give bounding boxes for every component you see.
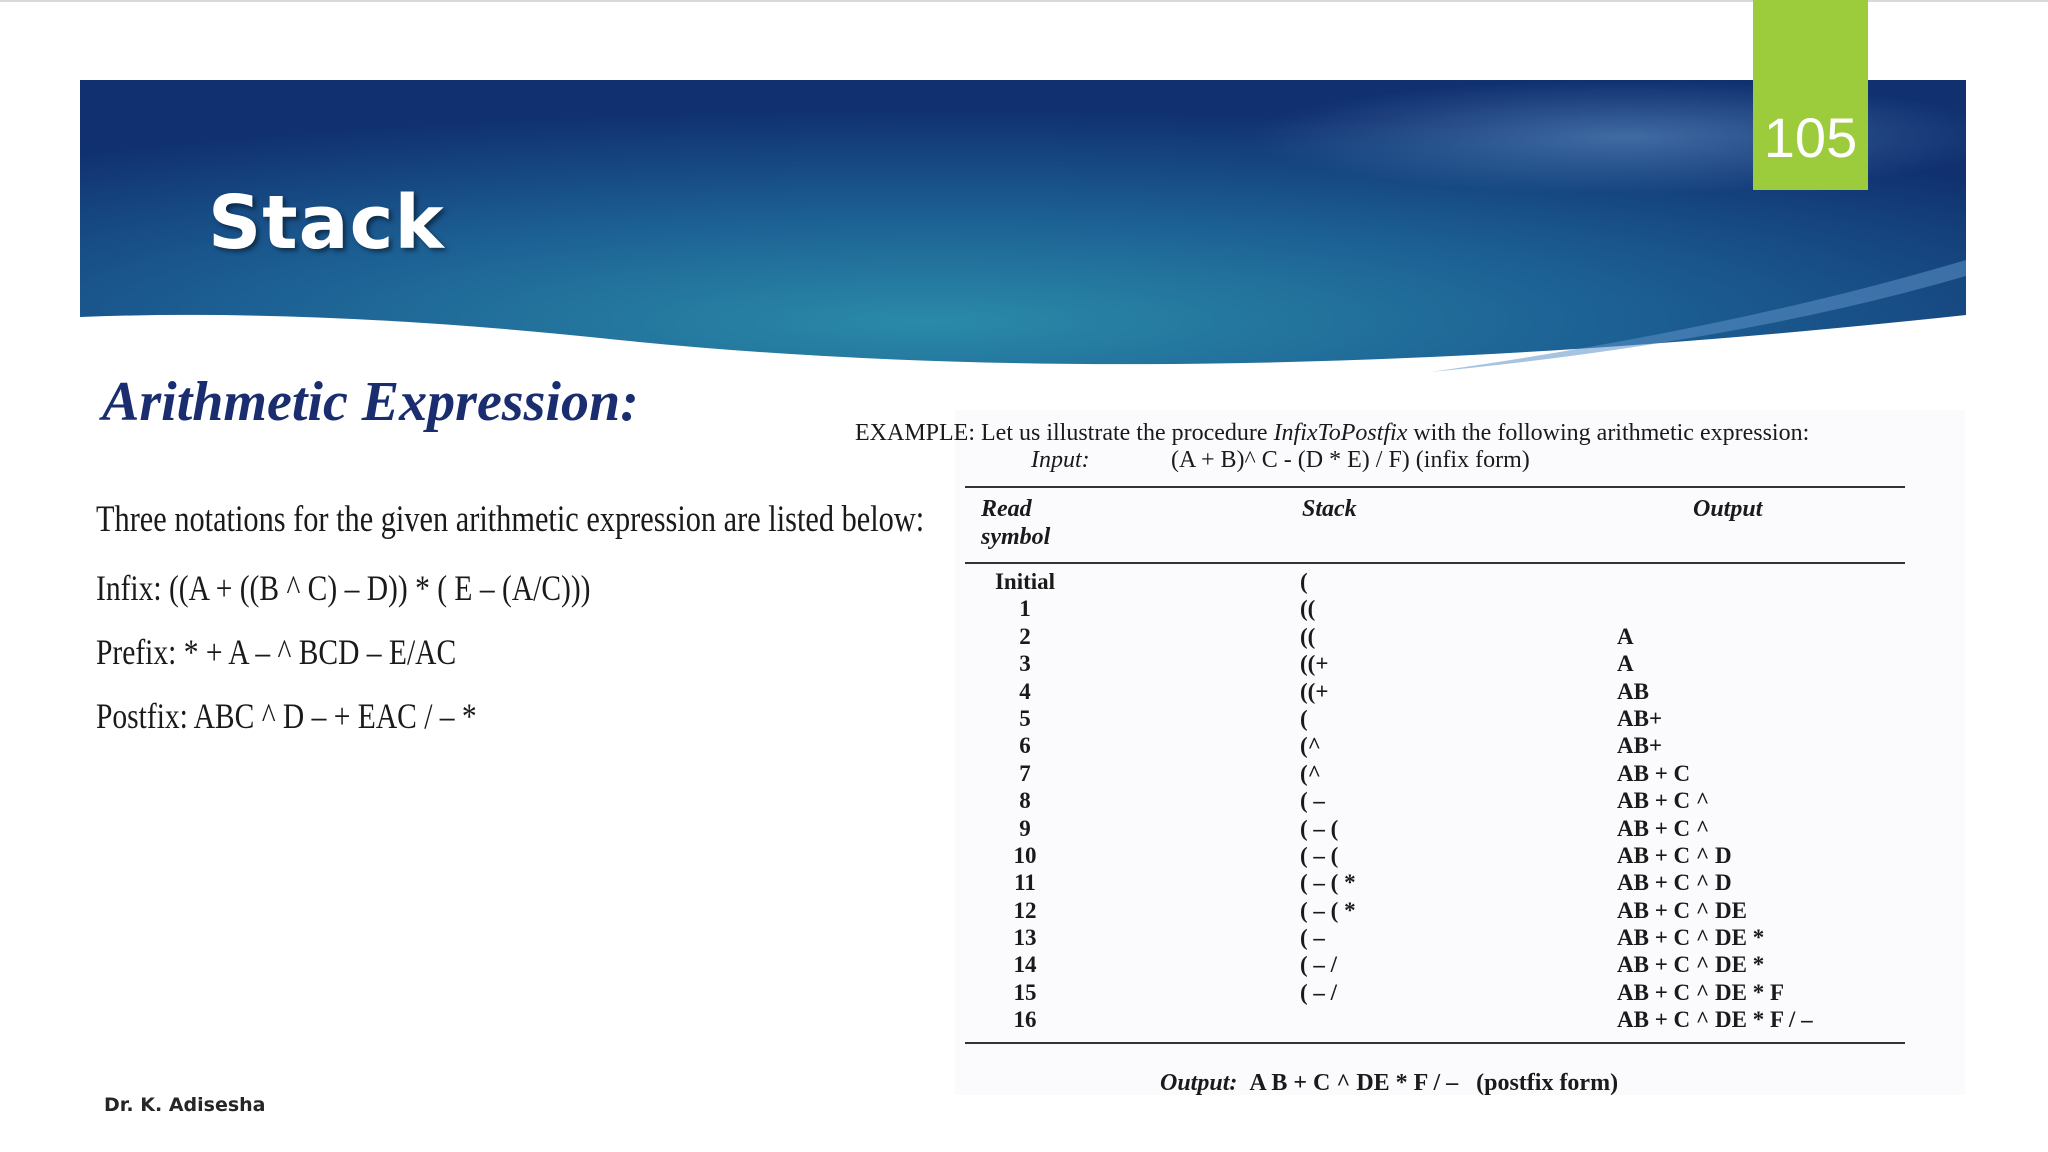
example-output — [1160, 1070, 1618, 1097]
top-rule — [0, 0, 2048, 2]
row-step: 7 — [1019, 760, 1031, 786]
table-row — [955, 760, 1965, 787]
slide-number-text: 105 — [1763, 106, 1858, 169]
row-stack: ( — [1300, 705, 1308, 731]
row-output: AB + C — [1617, 760, 1691, 786]
row-output: AB + C ^ — [1617, 788, 1710, 814]
row-output: A — [1617, 623, 1634, 649]
row-stack: ( – ( * — [1300, 897, 1356, 923]
row-step: 4 — [1019, 678, 1031, 704]
output-label: Output: — [1160, 1070, 1238, 1096]
input-value: (A + B)^ C - (D * E) / F) (infix form) — [1171, 447, 1530, 473]
row-output: AB + C ^ DE — [1617, 897, 1747, 923]
row-step: 1 — [1019, 596, 1031, 622]
caption-procedure: InfixToPostfix — [1273, 420, 1408, 446]
row-step: Initial — [994, 569, 1056, 594]
header-symbol: symbol — [981, 524, 1051, 550]
row-stack: ( – — [1300, 925, 1325, 951]
table-row — [955, 623, 1965, 650]
table-row — [955, 979, 1965, 1006]
table-row — [955, 732, 1965, 759]
row-stack: ((+ — [1300, 678, 1329, 704]
output-form: (postfix form) — [1476, 1070, 1619, 1096]
table-row — [955, 787, 1965, 814]
row-step: 2 — [1019, 623, 1031, 649]
row-output: AB + C ^ D — [1617, 870, 1732, 896]
row-stack: ( – ( — [1300, 842, 1339, 868]
caption-prefix: EXAMPLE: Let us illustrate the procedure — [855, 420, 1274, 446]
table-row — [955, 869, 1965, 896]
output-value: A B + C ^ DE * F / – — [1249, 1070, 1459, 1096]
postfix-notation: Postfix: ABC ^ D – + EAC / – * — [96, 696, 477, 736]
table-row — [955, 595, 1965, 622]
section-heading: Arithmetic Expression: — [102, 371, 639, 433]
table-row — [955, 568, 1965, 595]
row-output: AB+ — [1617, 733, 1663, 759]
row-stack: ( – — [1300, 788, 1325, 814]
prefix-notation: Prefix: * + A – ^ BCD – E/AC — [96, 632, 457, 672]
row-output: AB + C ^ DE * — [1617, 925, 1765, 951]
slide-title: Stack — [208, 180, 445, 266]
row-stack: (^ — [1300, 733, 1322, 759]
row-output: AB + C ^ — [1617, 815, 1710, 841]
table-row — [955, 678, 1965, 705]
table-row — [955, 705, 1965, 732]
example-figure — [855, 410, 1965, 1096]
row-step: 3 — [1019, 651, 1031, 677]
table-row — [955, 842, 1965, 869]
example-caption — [855, 420, 1809, 447]
header-stack: Stack — [1302, 496, 1357, 522]
table-row — [955, 650, 1965, 677]
example-input — [1031, 447, 1530, 474]
row-stack: ( – ( — [1300, 815, 1339, 841]
row-step: 8 — [1019, 788, 1031, 814]
table-body — [955, 568, 1965, 1034]
row-stack: ( – / — [1300, 952, 1338, 978]
input-label: Input: — [1031, 447, 1090, 473]
row-stack: ( – / — [1300, 979, 1338, 1005]
row-output: A — [1617, 651, 1634, 677]
row-step: 6 — [1019, 733, 1031, 759]
author-footer: Dr. K. Adisesha — [104, 1094, 266, 1116]
infix-notation: Infix: ((A + ((B ^ C) – D)) * ( E – (A/C))) — [96, 568, 591, 608]
row-step: 14 — [1013, 952, 1037, 978]
row-step: 16 — [1013, 1007, 1037, 1033]
table-row — [955, 815, 1965, 842]
row-output: AB + C ^ D — [1617, 842, 1732, 868]
row-output: AB + C ^ DE * F / – — [1617, 1007, 1813, 1033]
row-stack: ( — [1300, 569, 1308, 594]
row-step: 15 — [1013, 979, 1037, 1005]
header-output: Output — [1693, 496, 1763, 522]
row-step: 11 — [1014, 870, 1036, 896]
row-output: AB + C ^ DE * — [1617, 952, 1765, 978]
slide-number — [1753, 0, 1868, 190]
notations-intro: Three notations for the given arithmetic expression are listed below: — [96, 499, 925, 540]
header-read: Read — [981, 496, 1032, 522]
table-row — [955, 951, 1965, 978]
table-header-rule — [965, 562, 1905, 564]
table-row — [955, 1006, 1965, 1033]
row-stack: (( — [1300, 623, 1316, 649]
table-bottom-rule — [965, 1042, 1905, 1044]
header-read-symbol — [981, 495, 1050, 551]
row-step: 9 — [1019, 815, 1031, 841]
row-step: 13 — [1013, 925, 1037, 951]
row-stack: ((+ — [1300, 651, 1329, 677]
row-output: AB + C ^ DE * F — [1617, 979, 1785, 1005]
caption-suffix: with the following arithmetic expression: — [1407, 420, 1810, 446]
row-step: 10 — [1013, 842, 1037, 868]
table-row — [955, 897, 1965, 924]
table-top-rule — [965, 486, 1905, 488]
row-output: AB — [1617, 678, 1649, 704]
row-step: 12 — [1013, 897, 1037, 923]
row-output: AB+ — [1617, 705, 1663, 731]
row-stack: ( – ( * — [1300, 870, 1356, 896]
row-step: 5 — [1019, 705, 1031, 731]
row-stack: (^ — [1300, 760, 1322, 786]
row-stack: (( — [1300, 596, 1316, 622]
table-row — [955, 924, 1965, 951]
